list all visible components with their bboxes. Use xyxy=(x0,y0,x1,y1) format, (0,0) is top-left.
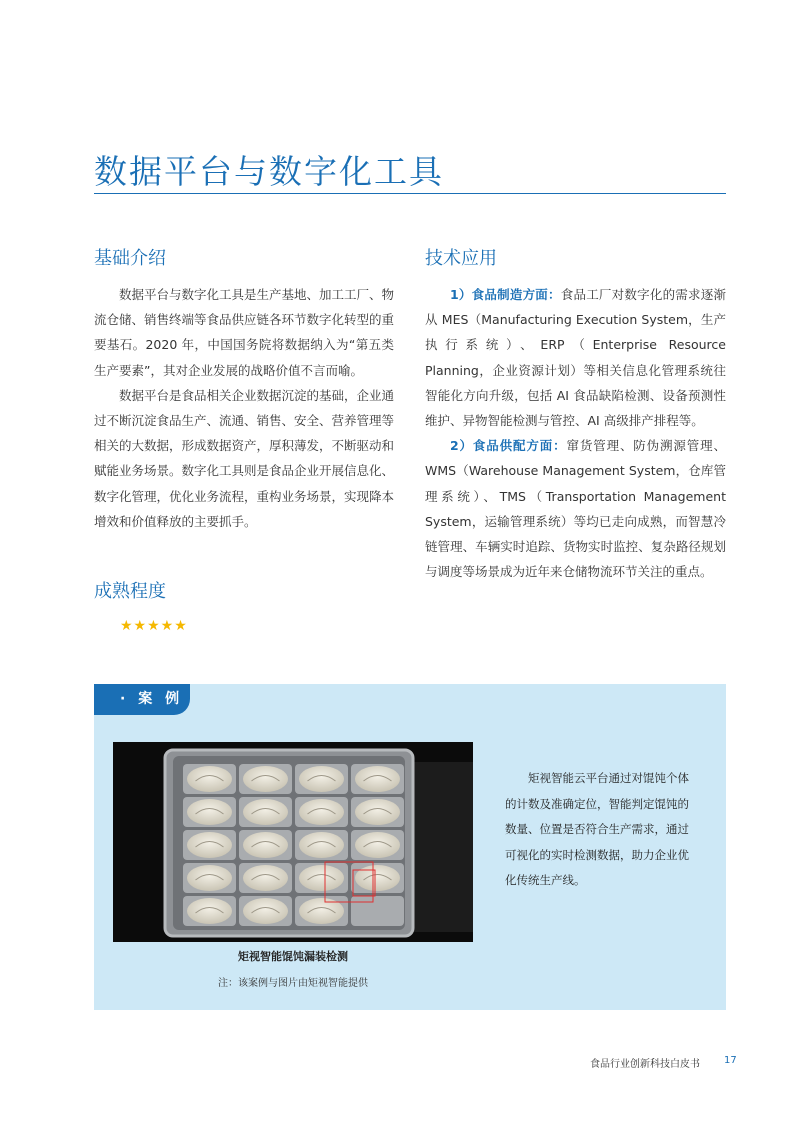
basics-body xyxy=(94,282,394,534)
wonton xyxy=(243,766,288,792)
footer-page-number: 17 xyxy=(724,1055,737,1066)
wonton xyxy=(187,766,232,792)
page-title: 数据平台与数字化工具 xyxy=(94,152,444,191)
case-image-caption: 矩视智能馄饨漏装检测 xyxy=(238,950,348,963)
wonton-tray-image xyxy=(113,742,473,942)
case-description-text: 矩视智能云平台通过对馄饨个体的计数及准确定位，智能判定馄饨的数量、位置是否符合生产需求，通过可视化的实时检测数据，助力企业优化传统生产线。 xyxy=(505,771,689,887)
case-description xyxy=(505,766,689,894)
wonton xyxy=(299,766,344,792)
tray-cell xyxy=(351,896,404,926)
maturity-rating-stars: ★★★★★ xyxy=(120,618,188,634)
wonton xyxy=(355,865,400,891)
applications-item-2-text: 窜货管理、防伪溯源管理、WMS（Warehouse Management System，仓库管理系统）、TMS（Transportation Management System，运输管理系统）等均已走向成熟，而智慧冷链管理、车辆实时追踪、货物实时监控、复杂路径规划与调度等场景成为近年来仓储物流环节关注的重点。 xyxy=(425,438,726,580)
footer-publication: 食品行业创新科技白皮书 xyxy=(590,1059,700,1070)
basics-paragraph-2: 数据平台是食品相关企业数据沉淀的基础，企业通过不断沉淀食品生产、流通、销售、安全、营养管理等相关的大数据，形成数据资产，厚积薄发，不断驱动和赋能业务场景。数字化工具则是食品企业开展信息化、数字化管理，优化业务流程，重构业务场景，实现降本增效和价值释放的主要抓手。 xyxy=(94,387,395,529)
wonton xyxy=(355,832,400,858)
applications-item-2 xyxy=(425,433,726,584)
applications-item-2-lead: 2）食品供配方面： xyxy=(450,438,567,454)
wonton xyxy=(243,898,288,924)
case-tab: · 案 例 xyxy=(94,684,190,715)
applications-body xyxy=(425,282,726,584)
wonton xyxy=(299,832,344,858)
applications-item-1-lead: 1）食品制造方面： xyxy=(450,287,561,302)
wonton xyxy=(187,898,232,924)
applications-item-1 xyxy=(425,282,726,433)
wonton xyxy=(243,865,288,891)
basics-heading: 基础介绍 xyxy=(94,248,166,269)
wonton xyxy=(355,766,400,792)
wonton xyxy=(243,799,288,825)
basics-paragraph-1: 数据平台与数字化工具是生产基地、加工工厂、物流仓储、销售终端等食品供应链各环节数字化转型的重要基石。2020 年，中国国务院将数据纳入为“第五类生产要素”，其对企业发展的战略价值不言而喻。 xyxy=(94,287,395,378)
applications-item-1-text: 食品工厂对数字化的需求逐渐从 MES（Manufacturing Execution System，生产执行系统）、ERP（Enterprise Resource Planning，企业资源计划）等相关信息化管理系统往智能化方向升级，包括 AI 食品缺陷检测、设备预测性维护、异物智能检测与管控、AI 高级排产排程等。 xyxy=(425,287,726,429)
wonton xyxy=(187,865,232,891)
wonton xyxy=(187,799,232,825)
applications-heading: 技术应用 xyxy=(425,248,497,269)
title-divider xyxy=(94,193,726,194)
case-image-note: 注：该案例与图片由矩视智能提供 xyxy=(218,978,368,989)
case-photo xyxy=(113,742,473,942)
wonton xyxy=(355,799,400,825)
wonton xyxy=(299,865,344,891)
wonton xyxy=(299,799,344,825)
wonton xyxy=(243,832,288,858)
wonton xyxy=(187,832,232,858)
maturity-heading: 成熟程度 xyxy=(94,581,166,602)
